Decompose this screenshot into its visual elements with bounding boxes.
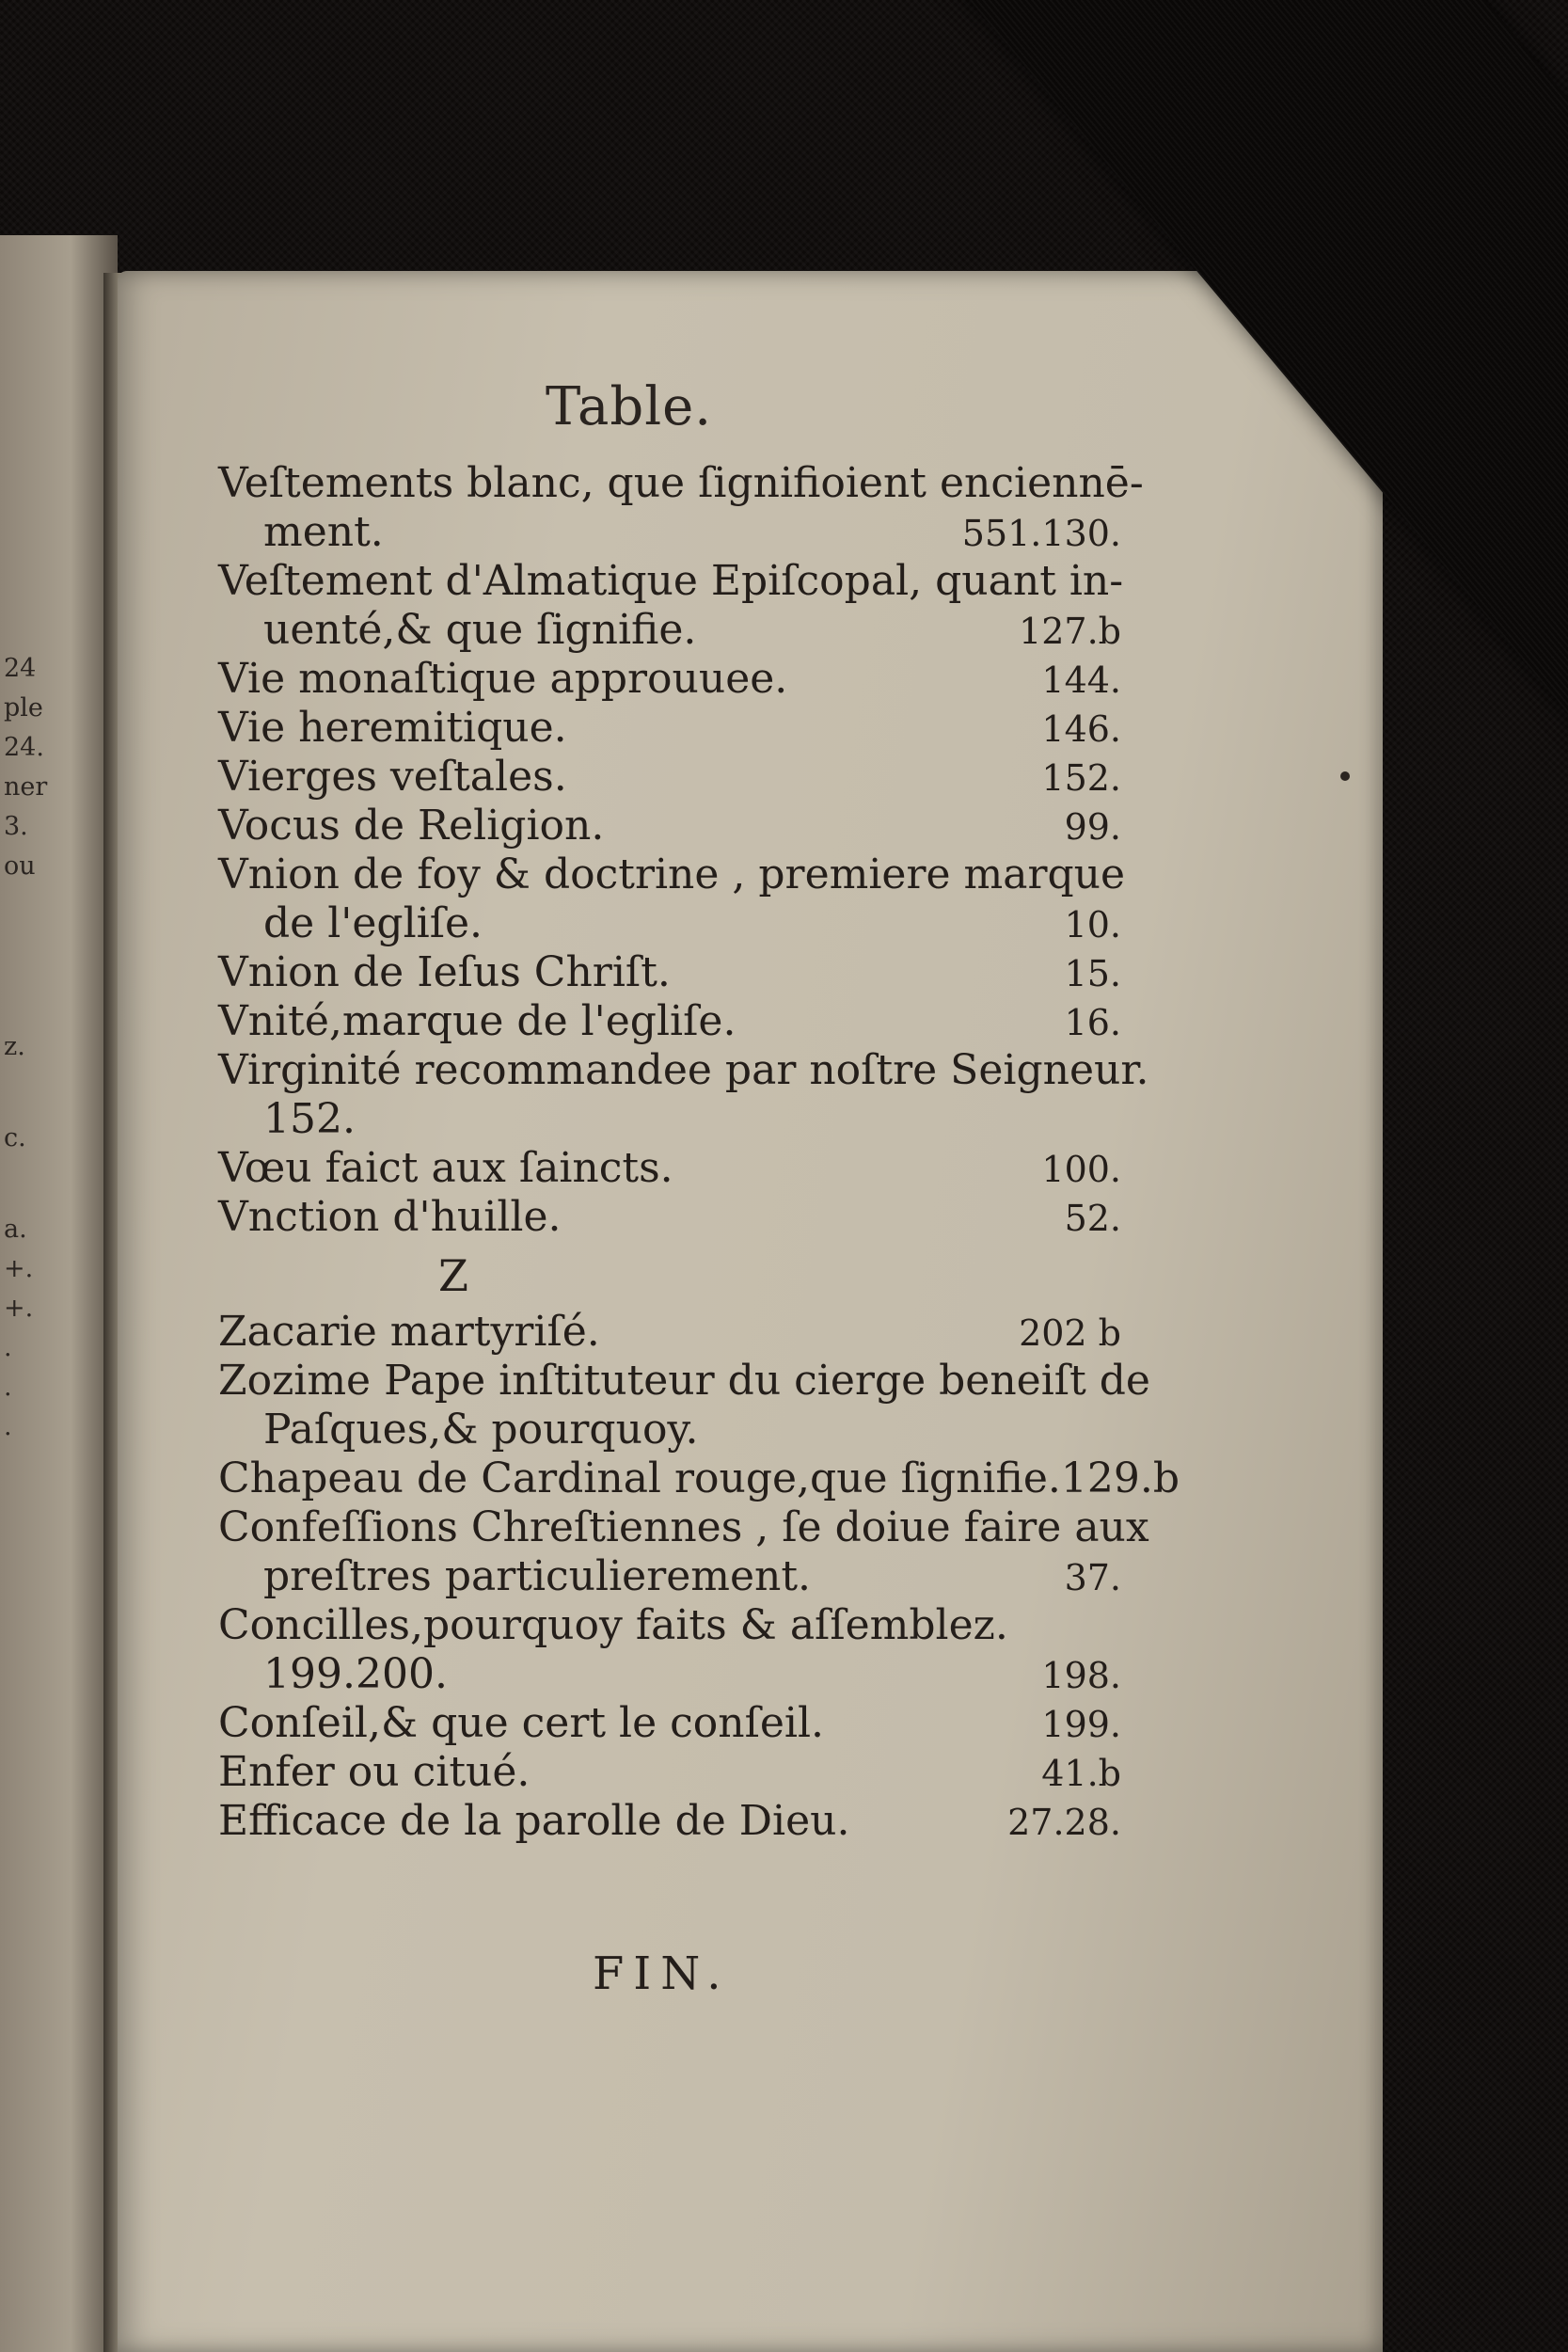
entry-line [218,557,1124,606]
left-page-edge [0,235,118,2352]
margin-fragment: ple [4,693,43,723]
left-page-margin-text [4,649,60,1447]
entries-z [218,1308,1180,1846]
entry-text: Vnion de foy & doctrine , premiere marque [218,850,1126,898]
index-entry [218,997,1121,1046]
entry-line [218,997,1121,1046]
entry-line [218,1308,1121,1357]
index-entry [218,753,1121,802]
index-entry [218,1308,1121,1357]
entry-page-ref: 99. [1064,806,1121,848]
margin-fragment: 24. [4,733,44,762]
entry-text: Vierges veſtales. [218,753,567,801]
index-entry [218,459,1144,557]
margin-fragment: . [4,1412,12,1441]
index-entry [218,1454,1180,1503]
entry-continuation-line [218,1650,1121,1699]
entry-continuation-line [218,1406,1121,1454]
entry-line [218,1503,1149,1552]
entry-page-ref: 144. [1041,660,1121,701]
margin-fragment: +. [4,1254,34,1283]
margin-fragment: 24 [4,654,37,683]
entry-continuation-line [218,1552,1121,1601]
page-mark [1340,771,1350,781]
index-entry [218,850,1126,948]
entry-text: Efficace de la parolle de Dieu. [218,1797,850,1845]
index-entry [218,1357,1150,1454]
entry-text: preſtres particulierement. [263,1552,812,1600]
entry-text: Vocus de Religion. [218,802,605,850]
entry-text: uenté,& que ſignifie. [263,606,697,654]
entry-text: Chapeau de Cardinal rouge,que ſignifie.129.b [218,1454,1180,1502]
index-entry [218,1699,1121,1748]
index-entry [218,557,1124,655]
entry-line [218,1193,1121,1242]
margin-fragment: ner [4,772,48,802]
entry-text: Vnion de Ieſus Chriſt. [218,948,671,996]
entry-line [218,1046,1149,1095]
page-title: Table. [546,376,713,437]
entry-page-ref: 52. [1064,1198,1121,1239]
margin-fragment: . [4,1373,12,1402]
end-mark: FIN. [593,1947,731,2000]
margin-fragment: c. [4,1123,26,1152]
margin-fragment: . [4,1333,12,1362]
entry-line [218,1144,1121,1193]
entry-line [218,948,1121,997]
entry-page-ref: 27.28. [1007,1802,1121,1843]
entry-continuation-line [218,508,1121,557]
entry-text: Vie heremitique. [218,704,567,752]
entry-page-ref: 37. [1064,1557,1121,1598]
entry-line [218,459,1144,508]
entry-continuation-line [218,1095,1121,1144]
entry-text: ment. [263,508,384,556]
entry-text: Concilles,pourquoy faits & aſſemblez. [218,1601,1008,1649]
entry-text: Vie monaſtique approuuee. [218,655,788,703]
entry-text: Paſques,& pourquoy. [263,1406,699,1454]
entry-page-ref: 100. [1041,1149,1121,1190]
section-letter: Z [438,1250,468,1301]
margin-fragment: a. [4,1215,27,1244]
entry-text: 199.200. [263,1650,448,1698]
entry-text: Confeſſions Chreſtiennes , ſe doiue faire aux [218,1503,1149,1551]
entry-text: Conſeil,& que cert le conſeil. [218,1699,825,1747]
entry-line [218,1357,1150,1406]
entry-text: Vœu faict aux ſaincts. [218,1144,673,1192]
entry-line [218,655,1121,704]
index-entries [218,459,1180,1846]
entry-page-ref: 16. [1064,1002,1121,1043]
entry-text: Veſtements blanc, que ſignifioient enciennē- [218,459,1144,507]
entry-line [218,1454,1180,1503]
index-entry [218,655,1121,704]
entry-continuation-line [218,606,1121,655]
index-entry [218,1601,1121,1699]
entry-text: Virginité recommandee par noſtre Seigneur. [218,1046,1149,1094]
index-entry [218,704,1121,753]
entry-page-ref: 202 b [1019,1312,1121,1354]
entry-text: Enfer ou citué. [218,1748,531,1796]
entry-text: 152. [263,1095,356,1143]
entry-continuation-line [218,899,1121,948]
entry-page-ref: 199. [1041,1704,1121,1745]
entry-line [218,753,1121,802]
entry-page-ref: 10. [1064,904,1121,946]
entry-page-ref: 146. [1041,708,1121,750]
entry-text: Zacarie martyriſé. [218,1308,600,1356]
margin-fragment: 3. [4,812,28,841]
index-entry [218,1748,1121,1797]
index-entry [218,1046,1149,1144]
margin-fragment: +. [4,1294,34,1323]
index-entry [218,1797,1121,1846]
entry-text: Vnité,marque de l'egliſe. [218,997,736,1045]
entry-line [218,1699,1121,1748]
index-entry [218,1503,1149,1601]
entries-v [218,459,1149,1242]
entry-page-ref: 152. [1041,757,1121,799]
index-entry [218,1144,1121,1193]
index-entry [218,802,1121,850]
index-entry [218,1193,1121,1242]
entry-text: Zozime Pape inſtituteur du cierge beneiſt de [218,1357,1150,1405]
entry-text: Veſtement d'Almatique Epiſcopal, quant in- [218,557,1124,605]
entry-page-ref: 127.b [1019,611,1121,652]
index-entry [218,948,1121,997]
entry-text: de l'egliſe. [263,899,483,947]
entry-page-ref: 198. [1041,1655,1121,1696]
entry-page-ref: 41.b [1041,1753,1121,1794]
entry-line [218,1601,1121,1650]
margin-fragment: ou [4,851,36,881]
entry-line [218,1797,1121,1846]
entry-page-ref: 15. [1064,953,1121,994]
entry-line [218,850,1126,899]
entry-page-ref: 551.130. [961,513,1121,554]
entry-text: Vnction d'huille. [218,1193,562,1241]
margin-fragment: z. [4,1032,25,1061]
entry-line [218,802,1121,850]
entry-line [218,1748,1121,1797]
entry-line [218,704,1121,753]
